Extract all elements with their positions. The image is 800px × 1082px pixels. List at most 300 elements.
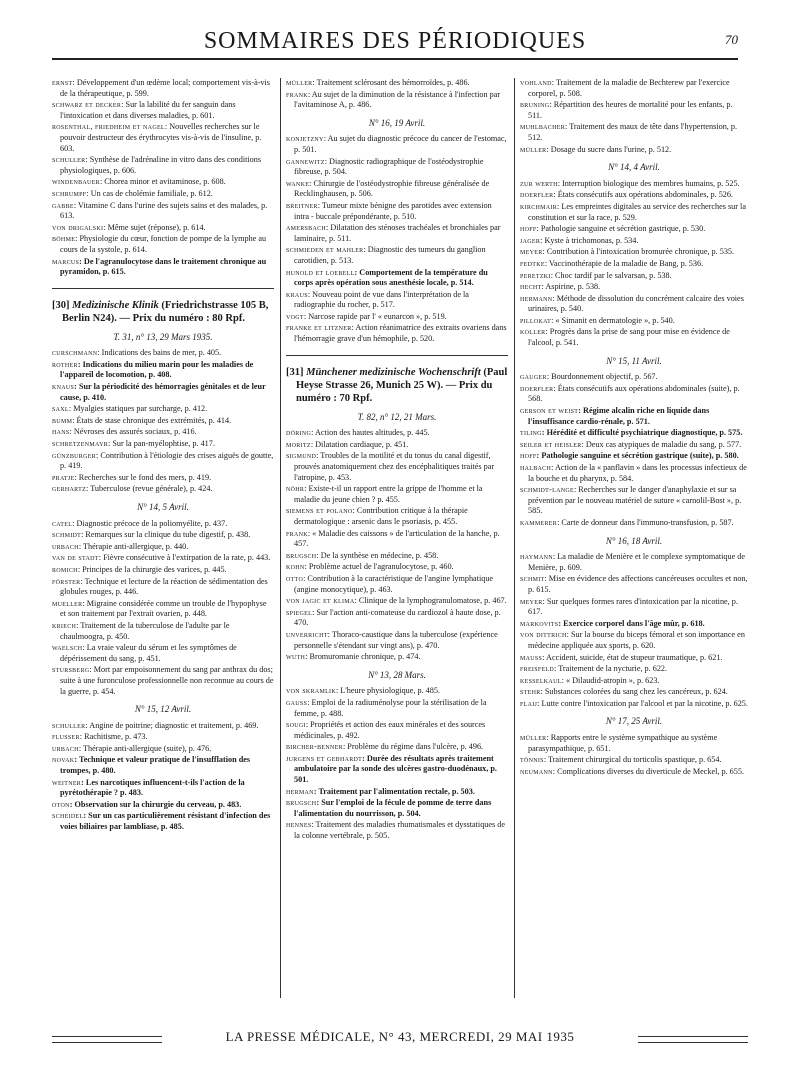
entry-title: : Dilatation cardiaque, p. 451.	[310, 439, 409, 449]
summary-entry	[52, 599, 274, 620]
summary-entry	[286, 290, 508, 311]
summary-entry	[520, 676, 748, 687]
entry-title: : Principes de la chirurgie des varices, p. 445.	[77, 564, 227, 574]
summary-entry	[520, 282, 748, 293]
summary-entry	[286, 720, 508, 741]
entry-author: döring	[286, 428, 312, 438]
entry-author: siemens et polano	[286, 506, 353, 516]
entry-title: : Rapports entre le système sympathique au système parasympathique, p. 651.	[528, 733, 718, 753]
entry-author: von skramlik	[286, 686, 336, 696]
journal-heading	[286, 366, 508, 405]
entry-title: : Durée des résultats après traitement ambulatoire par la sonde des ulcères gastro-duodénaux, p. 501.	[294, 753, 497, 785]
entry-author: wuth	[286, 652, 306, 662]
issue-heading: T. 82, n° 12, 21 Mars.	[357, 411, 437, 422]
summary-entry	[520, 485, 748, 517]
entry-title: : Clinique de la lymphogranulomatose, p. 467.	[354, 596, 507, 606]
summary-entry	[286, 787, 508, 798]
summary-entry	[286, 798, 508, 819]
entry-author: gauger	[520, 372, 547, 382]
entry-author: saxl	[52, 404, 69, 414]
entry-title: : Régime alcalin riche en liquide dans l'insuffisance cardio-rénale, p. 571.	[528, 406, 710, 426]
entry-author: schmieden et mahler	[286, 245, 364, 255]
summary-entry	[286, 134, 508, 155]
entry-author: marcus	[52, 256, 80, 266]
entry-author: gauss	[286, 697, 308, 707]
summary-entry	[52, 451, 274, 472]
summary-entry	[520, 687, 748, 698]
summary-entry	[52, 122, 274, 154]
entry-title: : Thérapie anti-allergique, p. 440.	[78, 541, 189, 551]
entry-title: : Traitement sclérosant des hémorroïdes, p. 486.	[312, 78, 470, 87]
summary-entry	[520, 327, 748, 348]
issue-heading: N° 13, 28 Mars.	[368, 669, 426, 680]
summary-entry	[52, 565, 274, 576]
entry-title: : Sur la pan-myélophtise, p. 417.	[108, 439, 215, 449]
entry-author: vohland	[520, 78, 552, 87]
entry-author: gerhartz	[52, 484, 87, 494]
entry-author: muhlbacher	[520, 122, 566, 132]
entry-title: : Observation sur la chirurgie du cerveau, p. 483.	[69, 799, 242, 809]
entry-author: müller	[286, 78, 313, 87]
entry-author: hunold et loebell	[286, 267, 355, 277]
summary-entry	[520, 202, 748, 223]
article-columns	[52, 78, 748, 998]
issue-heading: N° 16, 19 Avril.	[368, 117, 426, 128]
entry-author: konjetzny	[286, 134, 324, 144]
entry-title: : Recherches sur le fond des mers, p. 419.	[74, 472, 212, 482]
summary-entry	[520, 122, 748, 143]
column-3	[520, 78, 748, 998]
entry-author: rother	[52, 359, 78, 369]
entry-title: : Lutte contre l'intoxication par l'alcool et par la nicotine, p. 625.	[537, 698, 748, 708]
entry-title: : Pathologie sanguine et sécrétion gastrique (suite), p. 580.	[536, 451, 739, 461]
summary-entry	[520, 653, 748, 664]
entry-title: : Rachitisme, p. 473.	[79, 732, 148, 742]
entry-title: : Problème du régime dans l'ulcère, p. 496.	[342, 742, 484, 752]
summary-entry	[52, 100, 274, 121]
entry-author: waelsch	[52, 643, 83, 653]
entry-author: kammerer	[520, 517, 558, 527]
entry-author: hennes	[286, 820, 312, 830]
entry-author: bruning	[520, 100, 550, 110]
journal-heading	[52, 299, 274, 325]
entry-title: : Les empreintes digitales au service des recherches sur la constitution et sur la race, p. 529.	[528, 201, 746, 222]
entry-author: gabbe	[52, 200, 74, 210]
summary-entry	[52, 360, 274, 381]
entry-author: mauss	[520, 652, 543, 662]
summary-entry	[520, 767, 748, 778]
summary-entry	[520, 406, 748, 427]
journal-number: [30]	[52, 299, 73, 311]
entry-title: : États consécutifs aux opérations abdominales, p. 526.	[553, 190, 734, 200]
entry-author: hoff	[520, 224, 537, 234]
entry-title: : Troubles de la motilité et du tonus du canal digestif, prouvés anatomiquement chez des encéphalitiques traités par l'atropine, p. 453.	[294, 451, 495, 482]
entry-title: : Tuberculose (revue générale), p. 424.	[86, 484, 213, 494]
summary-entry	[520, 552, 748, 573]
entry-title: : Physiologie du cœur, fonction de pompe de la lymphe au cours de la systole, p. 614.	[60, 234, 267, 254]
summary-entry	[52, 542, 274, 553]
entry-author: bumm	[52, 415, 73, 425]
entry-title: : Thoraco-caustique dans la tuberculose (expérience personnelle s'étendant sur vingt ans), p. 470.	[294, 629, 498, 650]
entry-author: tönnis	[520, 755, 544, 765]
entry-author: jager	[520, 235, 541, 245]
journal-title: Münchener medizinische Wochenschrift	[306, 366, 484, 378]
summary-entry	[286, 529, 508, 550]
entry-author: urbach	[52, 743, 79, 753]
entry-author: flaij	[520, 698, 538, 708]
entry-author: zur werth	[520, 178, 558, 188]
entry-title: : Remarques sur la clinique du tube digestif, p. 438.	[81, 530, 251, 540]
entry-title: : Accident, suicide, état de stupeur traumatique, p. 621.	[542, 652, 723, 662]
summary-entry	[52, 177, 274, 188]
entry-title: : États consécutifs aux opérations abdominales (suite), p. 568.	[528, 383, 740, 404]
summary-entry	[520, 619, 748, 630]
entry-author: freisfeld	[520, 664, 555, 674]
summary-entry	[286, 574, 508, 595]
entry-title: : Vaccinothérapie de la maladie de Bang, p. 536.	[544, 258, 704, 268]
entry-title: : De l'agranulocytose dans le traitement chronique au pyramidon, p. 615.	[60, 256, 267, 277]
entry-title: : Traitement par l'alimentation rectale, p. 503.	[313, 786, 475, 796]
summary-entry	[52, 811, 274, 832]
summary-entry	[52, 553, 274, 564]
summary-entry	[52, 643, 274, 664]
summary-entry	[52, 427, 274, 438]
entry-author: schwarz et decker	[52, 100, 122, 110]
summary-entry	[286, 754, 508, 786]
entry-title: : Sur un cas particulièrement résistant d'infection des voies biliaires par lambliase, p. 485.	[60, 811, 271, 832]
entry-title: : Technique et valeur pratique de l'insufflation des trompes, p. 480.	[60, 755, 251, 776]
summary-entry	[52, 665, 274, 697]
entry-author: von dittrich	[520, 630, 567, 640]
entry-title: : Complications diverses du diverticule de Meckel, p. 655.	[552, 766, 744, 776]
summary-entry	[286, 820, 508, 841]
summary-entry	[52, 155, 274, 176]
entry-title: : Sur quelques formes rares d'intoxication par la nicotine, p. 617.	[528, 596, 738, 617]
summary-entry	[286, 484, 508, 505]
entry-author: meyer	[520, 247, 543, 257]
entry-author: förster	[52, 576, 81, 586]
summary-entry	[520, 699, 748, 710]
entry-title: : Sur la périodicité des hémorragies génitales et de leur cause, p. 410.	[60, 382, 266, 402]
entry-author: unverricht	[286, 629, 328, 639]
entry-author: ernst	[52, 78, 73, 87]
summary-entry	[520, 236, 748, 247]
entry-author: günzburger	[52, 450, 97, 460]
summary-entry	[520, 316, 748, 327]
entry-title: : Mort par empoisonnement du sang par anthrax du dos; suite à une furonculose professionnelle non reconnue au cours de la guerre, p. 454.	[60, 665, 274, 696]
summary-entry	[286, 506, 508, 527]
entry-title: : Action des hautes altitudes, p. 445.	[311, 428, 430, 438]
entry-author: neumann	[520, 766, 553, 776]
entry-title: : Deux cas atypiques de maladie du sang, p. 577.	[581, 439, 742, 449]
entry-title: : Diagnostic précoce de la poliomyélite, p. 437.	[72, 518, 228, 528]
entry-title: : Contribution à l'étiologie des crises aiguës de goutte, p. 419.	[60, 450, 274, 471]
summary-entry	[286, 223, 508, 244]
entry-title: : Névroses des assurés sociaux, p. 416.	[69, 427, 197, 437]
summary-entry	[286, 323, 508, 344]
entry-author: kriech	[52, 620, 77, 630]
entry-title: : Thérapie anti-allergique (suite), p. 476.	[78, 743, 212, 753]
entry-title: : Aspirine, p. 538.	[541, 282, 601, 292]
summary-entry	[520, 190, 748, 201]
summary-entry	[520, 145, 748, 156]
entry-title: : Traitement chirurgical du torticolis spastique, p. 654.	[543, 755, 722, 765]
summary-entry	[52, 78, 274, 99]
entry-author: stehr	[520, 687, 541, 697]
entry-title: : « Dilaudid-atropin », p. 623.	[561, 675, 660, 685]
summary-entry	[520, 630, 748, 651]
summary-entry	[286, 596, 508, 607]
summary-entry	[52, 473, 274, 484]
page-title: SOMMAIRES DES PÉRIODIQUES	[203, 28, 587, 54]
entry-author: herman	[286, 786, 314, 796]
entry-author: flusser	[52, 732, 80, 742]
entry-title: : Sur l'emploi de la fécule de pomme de terre dans l'alimentation du nourrisson, p. 504.	[294, 798, 492, 818]
summary-entry	[52, 732, 274, 743]
entry-title: : Existe-t-il un rapport entre la grippe de l'homme et la maladie du jeune chien ? p. 455.	[294, 484, 483, 504]
journal-title: Medizinische Klinik	[72, 299, 162, 311]
entry-title: : Recherches sur le danger d'anaphylaxie et sur sa prévention par le nouveau matériel de suture « carnolil-Bost », p. 585.	[528, 485, 742, 516]
issue-heading: N° 17, 25 Avril.	[605, 716, 663, 727]
entry-author: schmit	[520, 574, 545, 584]
entry-title: : Progrès dans la prise de sang pour mise en évidence de l'alcool, p. 541.	[528, 327, 730, 348]
summary-entry	[520, 78, 748, 99]
summary-entry	[520, 755, 748, 766]
summary-entry	[520, 664, 748, 675]
summary-entry	[286, 157, 508, 178]
summary-entry	[286, 428, 508, 439]
entry-title: : Même sujet (réponse), p. 614.	[103, 222, 206, 232]
column-divider	[514, 78, 515, 998]
summary-entry	[520, 463, 748, 484]
entry-author: sougi	[286, 720, 306, 730]
entry-title: : Dosage du sucre dans l'urine, p. 512.	[546, 144, 672, 154]
entry-author: müller	[520, 733, 547, 743]
entry-author: spiegel	[286, 607, 313, 617]
entry-title: : Développement d'un œdème local; comportement vis-à-vis de la thérapeutique, p. 599.	[60, 78, 270, 98]
summary-entry	[286, 608, 508, 629]
entry-author: koller	[520, 327, 546, 337]
entry-title: : États de stase chronique des extrémités, p. 414.	[72, 415, 232, 425]
entry-author: von drigalski	[52, 222, 104, 232]
entry-author: schuller	[52, 155, 86, 165]
entry-title: : Sur la labilité du fer sanguin dans l'intoxication et dans diverses maladies, p. 601.	[60, 100, 236, 120]
entry-title: : L'heure physiologique, p. 485.	[335, 686, 441, 696]
entry-author: von jagic et klima	[286, 596, 355, 606]
entry-author: sigmund	[286, 451, 317, 461]
summary-entry	[52, 530, 274, 541]
summary-entry	[520, 574, 748, 595]
entry-title: : Action réanimatrice des extraits ovariens dans l'hémorragie grave d'un hémophile, p. 520.	[294, 323, 507, 344]
summary-entry	[52, 439, 274, 450]
entry-author: hermann	[520, 293, 553, 303]
page-number: 70	[725, 32, 738, 47]
entry-title: : Sur la bourse du biceps fémoral et son importance en médecine appliquée aux sports, p. 620.	[528, 630, 745, 650]
entry-author: pratje	[52, 472, 75, 482]
summary-entry	[286, 440, 508, 451]
entry-author: schretzenmayr	[52, 439, 109, 449]
section-rule	[286, 355, 508, 356]
entry-author: gerson et weist	[520, 406, 579, 416]
entry-author: stursberg	[52, 665, 90, 675]
entry-title: : Hérédité et difficulté psychiatrique diagnostique, p. 575.	[541, 428, 743, 438]
entry-author: rosenthal, friedheim et nagel	[52, 122, 165, 132]
summary-entry	[286, 742, 508, 753]
entry-title: : Vitamine C dans l'urine des sujets sains et des malades, p. 613.	[60, 200, 268, 221]
summary-entry	[286, 245, 508, 266]
entry-title: : Substances colorées du sang chez les cancéreux, p. 624.	[540, 687, 728, 697]
entry-title: : Traitement des maladies rhumatismales et dysstatiques de la colonne vertébrale, p. 505.	[294, 820, 505, 841]
entry-title: : Emploi de la radiuménolyse pour la stérilisation de la femme, p. 488.	[294, 697, 487, 718]
summary-entry	[286, 268, 508, 289]
entry-title: : Sur l'action anti-comateuse du cardiozol à haute dose, p. 470.	[294, 607, 501, 628]
summary-entry	[520, 179, 748, 190]
entry-author: breitner	[286, 200, 318, 210]
summary-entry	[52, 721, 274, 732]
summary-entry	[286, 201, 508, 222]
entry-title: : Contribution critique à la thérapie dermatologique : arsenic dans le psoriasis, p. 455.	[294, 506, 468, 526]
issue-heading: T. 31, n° 13, 29 Mars 1935.	[113, 331, 213, 342]
entry-author: windenbauer	[52, 177, 100, 187]
entry-author: novak	[52, 755, 75, 765]
entry-title: : La vraie valeur du sérum et les symptômes de dépérissement du sang, p. 451.	[60, 643, 237, 663]
entry-title: : Contribution à la caractéristique de l'angine lymphatique (angine monocytique), p. 463.	[294, 573, 494, 594]
summary-entry	[286, 551, 508, 562]
journal-address: (Friedrichstrasse 105 B, Berlin N24). — Prix du numéro : 80 Rpf.	[62, 299, 269, 324]
summary-entry	[286, 179, 508, 200]
entry-title: : Indications du milieu marin pour les maladies de l'appareil de locomotion, p. 408.	[60, 359, 254, 380]
entry-author: schuller	[52, 720, 86, 730]
summary-entry	[52, 577, 274, 598]
entry-title: : Action de la « panflavin » dans les processus infectieux de la bouche et du pharynx, p. 584.	[528, 463, 747, 483]
entry-title: : Dilatation des sténoses trachéales et bronchiales par laminaire, p. 511.	[294, 223, 501, 243]
entry-title: : Comportement de la température du corps après opération sous anesthésie locale, p. 514.	[294, 267, 488, 288]
entry-author: jurgens et gebhardt	[286, 753, 363, 763]
entry-author: van de stadt	[52, 553, 99, 563]
entry-title: : Au sujet du diagnostic précoce du cancer de l'estomac, p. 501.	[294, 134, 507, 154]
entry-title: : Kyste à trichomonas, p. 534.	[540, 235, 639, 245]
summary-entry	[520, 372, 748, 383]
entry-title: : Interruption biologique des membres humains, p. 525.	[557, 178, 740, 188]
entry-author: brugsch	[286, 550, 317, 560]
entry-author: wanke	[286, 178, 310, 188]
section-rule	[52, 288, 274, 289]
summary-entry	[52, 201, 274, 222]
summary-entry	[52, 189, 274, 200]
issue-heading: N° 14, 4 Avril.	[608, 162, 660, 173]
entry-title: : Carte de donneur dans l'immuno-transfusion, p. 587.	[557, 517, 734, 527]
entry-author: kirchmair	[520, 201, 558, 211]
page-header	[52, 22, 738, 60]
entry-author: doerfler	[520, 383, 554, 393]
entry-title: : Chorea minor et avitaminose, p. 608.	[99, 177, 226, 187]
entry-title: : Fièvre consécutive à l'extirpation de la rate, p. 443.	[98, 553, 271, 563]
entry-title: : Diagnostic radiographique de l'ostéodystrophie fibreuse, p. 504.	[294, 156, 484, 177]
summary-entry	[286, 312, 508, 323]
entry-author: curschmann	[52, 348, 98, 358]
entry-title: : Bourdonnement objectif, p. 567.	[546, 372, 658, 382]
summary-entry	[52, 234, 274, 255]
summary-entry	[520, 100, 748, 121]
entry-author: schmidt-lange	[520, 485, 574, 495]
entry-author: schrumpf	[52, 188, 87, 198]
entry-author: pillokat	[520, 315, 552, 325]
summary-entry	[52, 257, 274, 278]
footer-publication: LA PRESSE MÉDICALE, N° 43, MERCREDI, 29 MAI 1935	[225, 1029, 575, 1044]
summary-entry	[520, 384, 748, 405]
entry-title: : Nouveau point de vue dans l'interprétation de la radiographie du rocher, p. 517.	[294, 289, 469, 310]
entry-author: fedtke	[520, 258, 545, 268]
entry-title: : « Simanit en dermatologie », p. 540.	[551, 315, 675, 325]
entry-author: franke et litzner	[286, 323, 352, 333]
entry-author: nöhr	[286, 484, 305, 494]
entry-author: kesselkaul	[520, 675, 562, 685]
summary-entry	[52, 800, 274, 811]
entry-title: : Indications des bains de mer, p. 405.	[97, 348, 222, 358]
entry-author: tiling	[520, 428, 542, 438]
column-2	[286, 78, 508, 998]
summary-entry	[286, 686, 508, 697]
entry-author: moritz	[286, 439, 311, 449]
summary-entry	[520, 733, 748, 754]
entry-title: : « Maladie des caissons » de l'articulation de la hanche, p. 457.	[294, 528, 500, 549]
entry-author: hoff	[520, 451, 537, 461]
summary-entry	[52, 778, 274, 799]
entry-title: : Diagnostic des tumeurs du ganglion carotidien, p. 513.	[294, 245, 486, 265]
entry-author: hans	[52, 427, 70, 437]
entry-author: meyer	[520, 596, 543, 606]
summary-entry	[520, 597, 748, 618]
entry-author: oton	[52, 799, 70, 809]
entry-author: müller	[520, 144, 547, 154]
entry-author: amersbach	[286, 223, 327, 233]
summary-entry	[520, 518, 748, 529]
summary-entry	[52, 484, 274, 495]
page-footer	[52, 1028, 748, 1052]
entry-author: kohn	[286, 562, 305, 572]
entry-author: bircher-benner	[286, 742, 343, 752]
entry-author: markovits	[520, 618, 559, 628]
summary-entry	[52, 744, 274, 755]
footer-rule-left	[52, 1036, 162, 1043]
entry-author: kraus	[286, 289, 308, 299]
entry-author: mueller	[52, 598, 83, 608]
entry-title: : Synthèse de l'adrénaline in vitro dans des conditions physiologiques, p. 606.	[60, 155, 262, 175]
summary-entry	[520, 428, 748, 439]
entry-title: : Un cas de cholémie familiale, p. 612.	[86, 188, 213, 198]
summary-entry	[286, 698, 508, 719]
summary-entry	[520, 224, 748, 235]
entry-title: : Problème actuel de l'agranulocytose, p. 460.	[304, 562, 454, 572]
summary-entry	[52, 348, 274, 359]
entry-author: peretzki	[520, 270, 551, 280]
summary-entry	[52, 404, 274, 415]
entry-author: gannewitz	[286, 156, 325, 166]
entry-author: frank	[286, 528, 308, 538]
summary-entry	[520, 294, 748, 315]
entry-author: urbach	[52, 541, 79, 551]
entry-author: knaus	[52, 382, 75, 392]
summary-entry	[286, 562, 508, 573]
entry-author: frank	[286, 89, 308, 99]
entry-title: : Tumeur mixte bénigne des parotides avec extension intra - buccale prépondérante, p. 510.	[294, 200, 492, 221]
entry-title: : Traitement de la nycturie, p. 622.	[554, 664, 668, 674]
entry-title: : Choc tardif par le salvarsan, p. 538.	[550, 270, 672, 280]
footer-rule-right	[638, 1036, 748, 1043]
entry-author: schmidt	[52, 530, 82, 540]
entry-author: seiler et heisler	[520, 439, 582, 449]
entry-author: weitner	[52, 777, 82, 787]
